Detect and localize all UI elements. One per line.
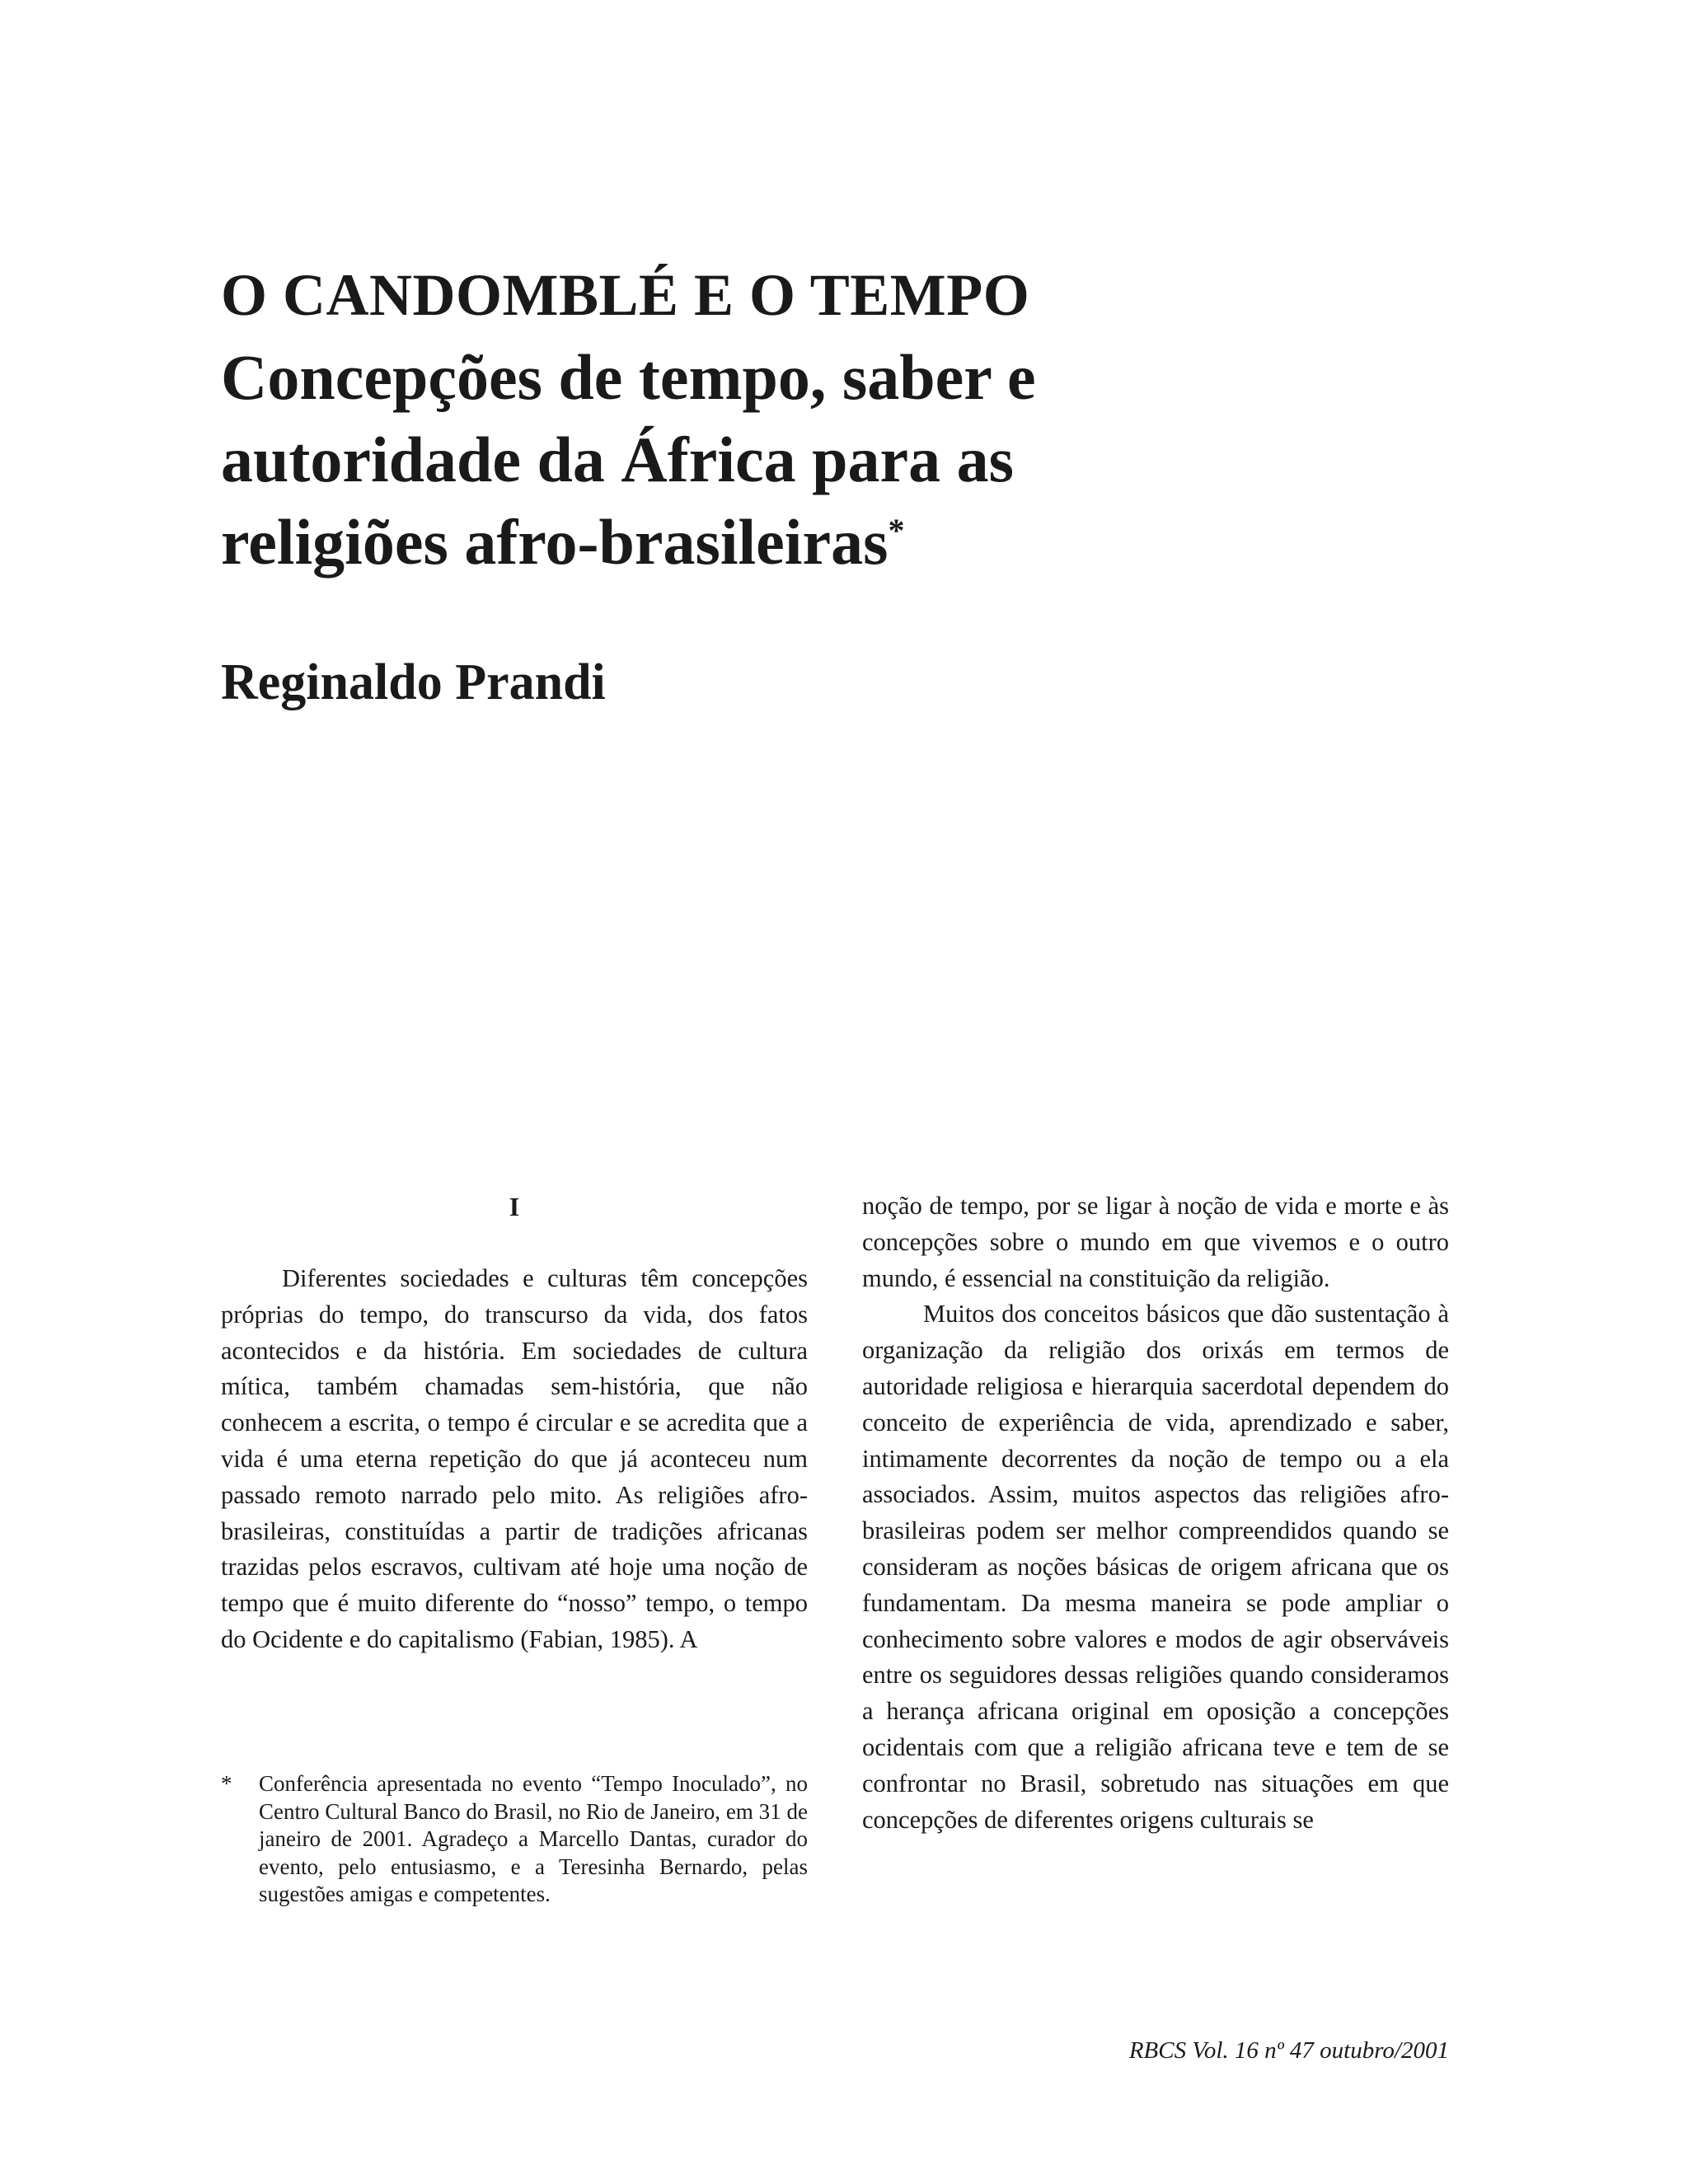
body-paragraph: Muitos dos conceitos básicos que dão sustentação à organização da religião dos orixás em termos de autoridade religiosa e hierarquia sacerdotal dependem do conceito de experiência de vida, aprendizado e saber, intimamente decorrentes da noção de tempo ou a ela associados. Assim, muitos aspectos das religiões afro-brasileiras podem ser melhor compreendidos quando se consideram as noções básicas de origem africana que os fundamentam. Da mesma maneira se pode ampliar o conhecimento sobre valores e modos de agir observáveis entre os seguidores dessas religiões quando consideramos a herança africana original em oposição a concepções ocidentais com que a religião africana teve e tem de se confrontar no Brasil, sobretudo nas situações em que concepções de diferentes origens culturais se [862,1300,1449,1834]
footnote [221,1770,808,1909]
body-column-right [862,1188,1449,1838]
article-subtitle [221,336,1251,583]
article-title: O CANDOMBLÉ E O TEMPO [221,262,1030,328]
body-paragraph: Diferentes sociedades e culturas têm concepções próprias do tempo, do transcurso da vida, dos fatos acontecidos e da história. Em sociedades de cultura mítica, também chamadas sem-história, que não conhecem a escrita, o tempo é circular e se acredita que a vida é uma eterna repetição do que já aconteceu num passado remoto narrado pelo mito. As religiões afro-brasileiras, constituídas a partir de tradições africanas trazidas pelos escravos, cultivam até hoje uma noção de tempo que é muito diferente do “nosso” tempo, o tempo do Ocidente e do capitalismo (Fabian, 1985). A [221,1264,808,1653]
body-column-left [221,1188,808,1658]
title-footnote-marker[interactable]: * [888,512,905,549]
article-header [221,262,1457,583]
section-heading: I [509,1192,520,1221]
footnote-marker: * [221,1771,232,1796]
journal-citation-footer: RBCS Vol. 16 nº 47 outubro/2001 [1128,2037,1449,2064]
footnote-text: Conferência apresentada no evento “Tempo Inoculado”, no Centro Cultural Banco do Brasil, no Rio de Janeiro, em 31 de janeiro de 2001. Agradeço a Marcello Dantas, curador do evento, pelo entusiasmo, e a Teresinha Bernardo, pelas sugestões amigas e competentes. [259,1771,808,1907]
article-author: Reginaldo Prandi [221,654,606,710]
body-paragraph: noção de tempo, por se ligar à noção de vida e morte e às concepções sobre o mundo em que vivemos e o outro mundo, é essencial na constituição da religião. [862,1192,1449,1292]
article-subtitle-text: Concepções de tempo, saber e autoridade da África para as religiões afro-brasileiras [221,341,1036,578]
